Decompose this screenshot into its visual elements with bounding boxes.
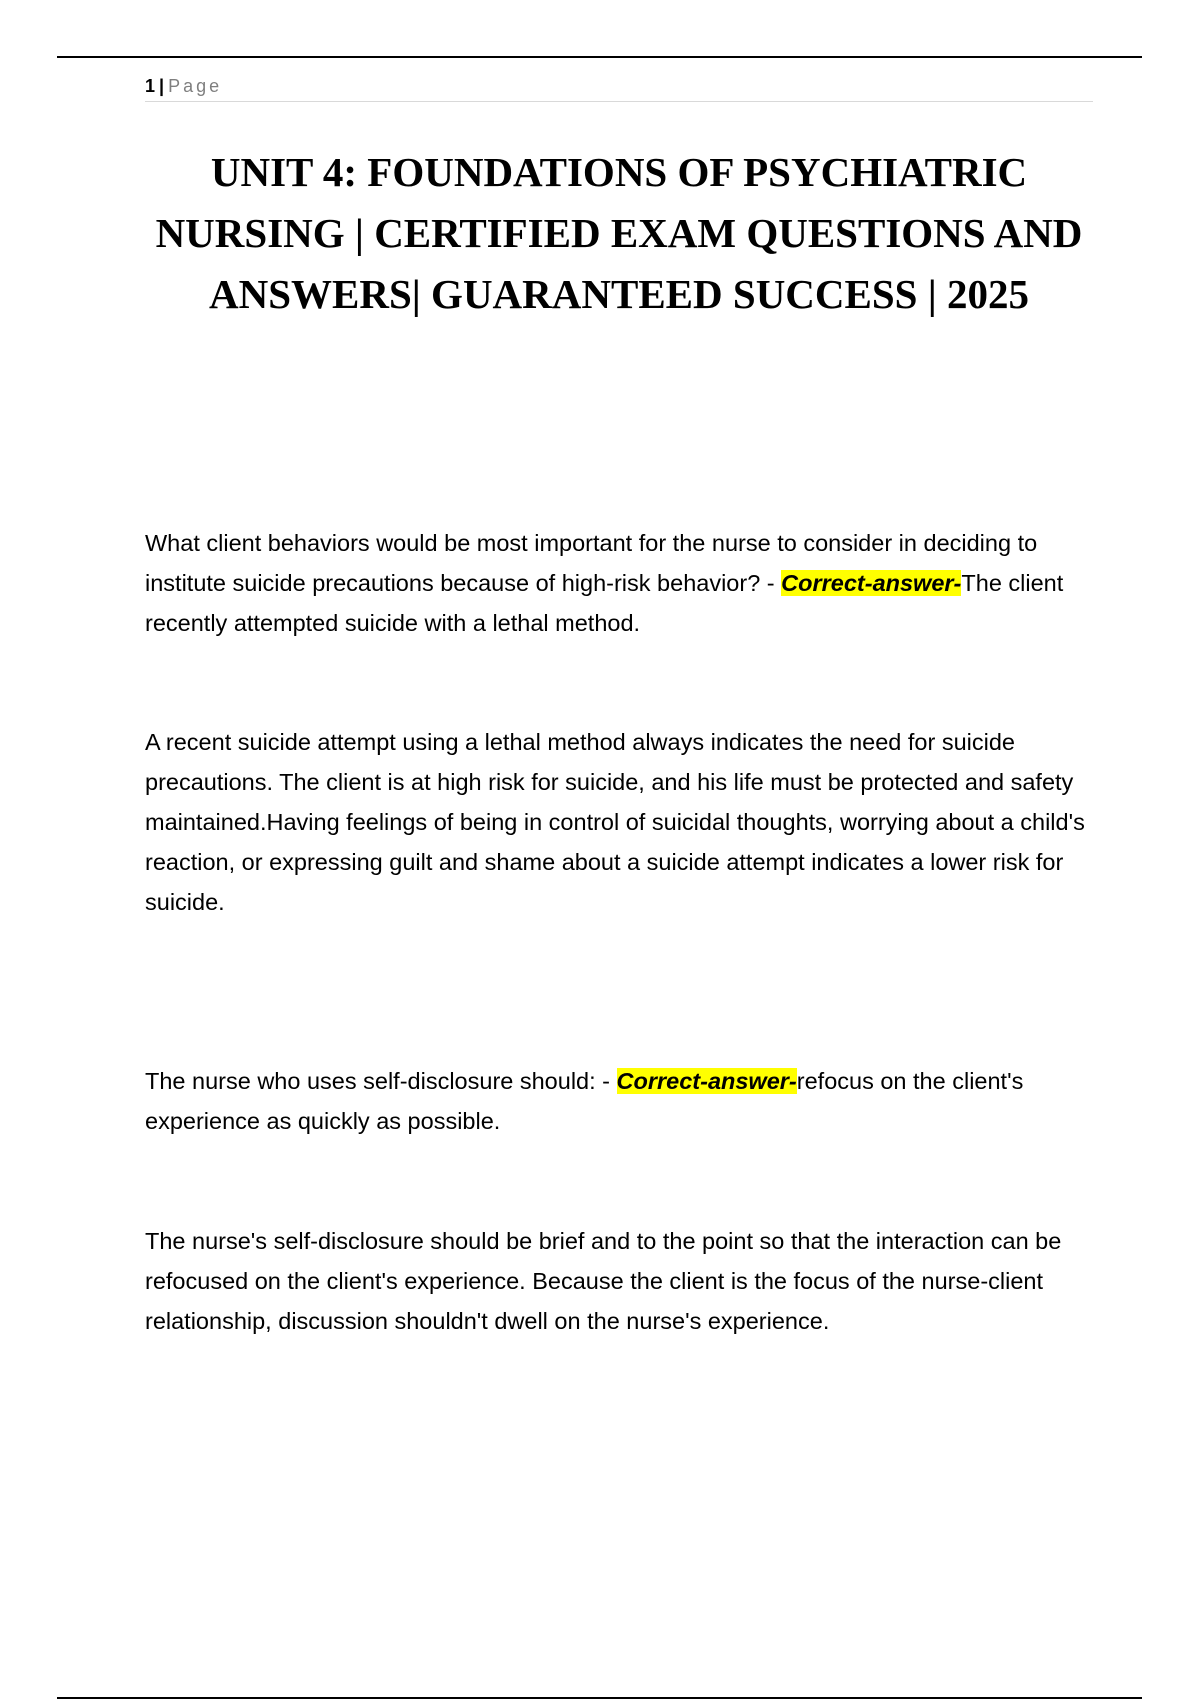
page-label: Page [168,76,223,96]
bottom-rule [57,1697,1142,1699]
correct-answer-marker-2: Correct-answer- [616,1068,797,1094]
question-1-text: What client behaviors would be most important for the nurse to consider in deciding to institute suicide precautions because of high-risk behavior? - [145,530,1038,596]
question-1 [145,523,1095,643]
rationale-1: A recent suicide attempt using a lethal method always indicates the need for suicide precautions. The client is at high risk for suicide, and his life must be protected and safety maintained.Having feelings of being in control of suicidal thoughts, worrying about a child's reaction, or expressing guilt and shame about a suicide attempt indicates a lower risk for suicide. [145,729,1085,915]
question-2 [145,1061,1095,1141]
top-rule [57,56,1142,58]
page-separator: | [159,76,165,96]
answer-1-text: The client recently attempted suicide with a lethal method. [145,570,1064,636]
question-2-text: The nurse who uses self-disclosure should: - [145,1068,617,1094]
rationale-2: The nurse's self-disclosure should be brief and to the point so that the interaction can be refocused on the client's experience. Because the client is the focus of the nurse-client relationship, discussion shouldn't dwell on the nurse's experience. [145,1228,1062,1334]
page-number: 1 [145,76,156,96]
page-header [145,74,1093,102]
document-title: UNIT 4: FOUNDATIONS OF PSYCHIATRIC NURSING | CERTIFIED EXAM QUESTIONS AND ANSWERS| GUARANTEED SUCCESS | 2025 [155,149,1083,317]
correct-answer-marker-1: Correct-answer- [781,570,962,596]
answer-2-text: refocus on the client's experience as quickly as possible. [145,1068,1024,1134]
